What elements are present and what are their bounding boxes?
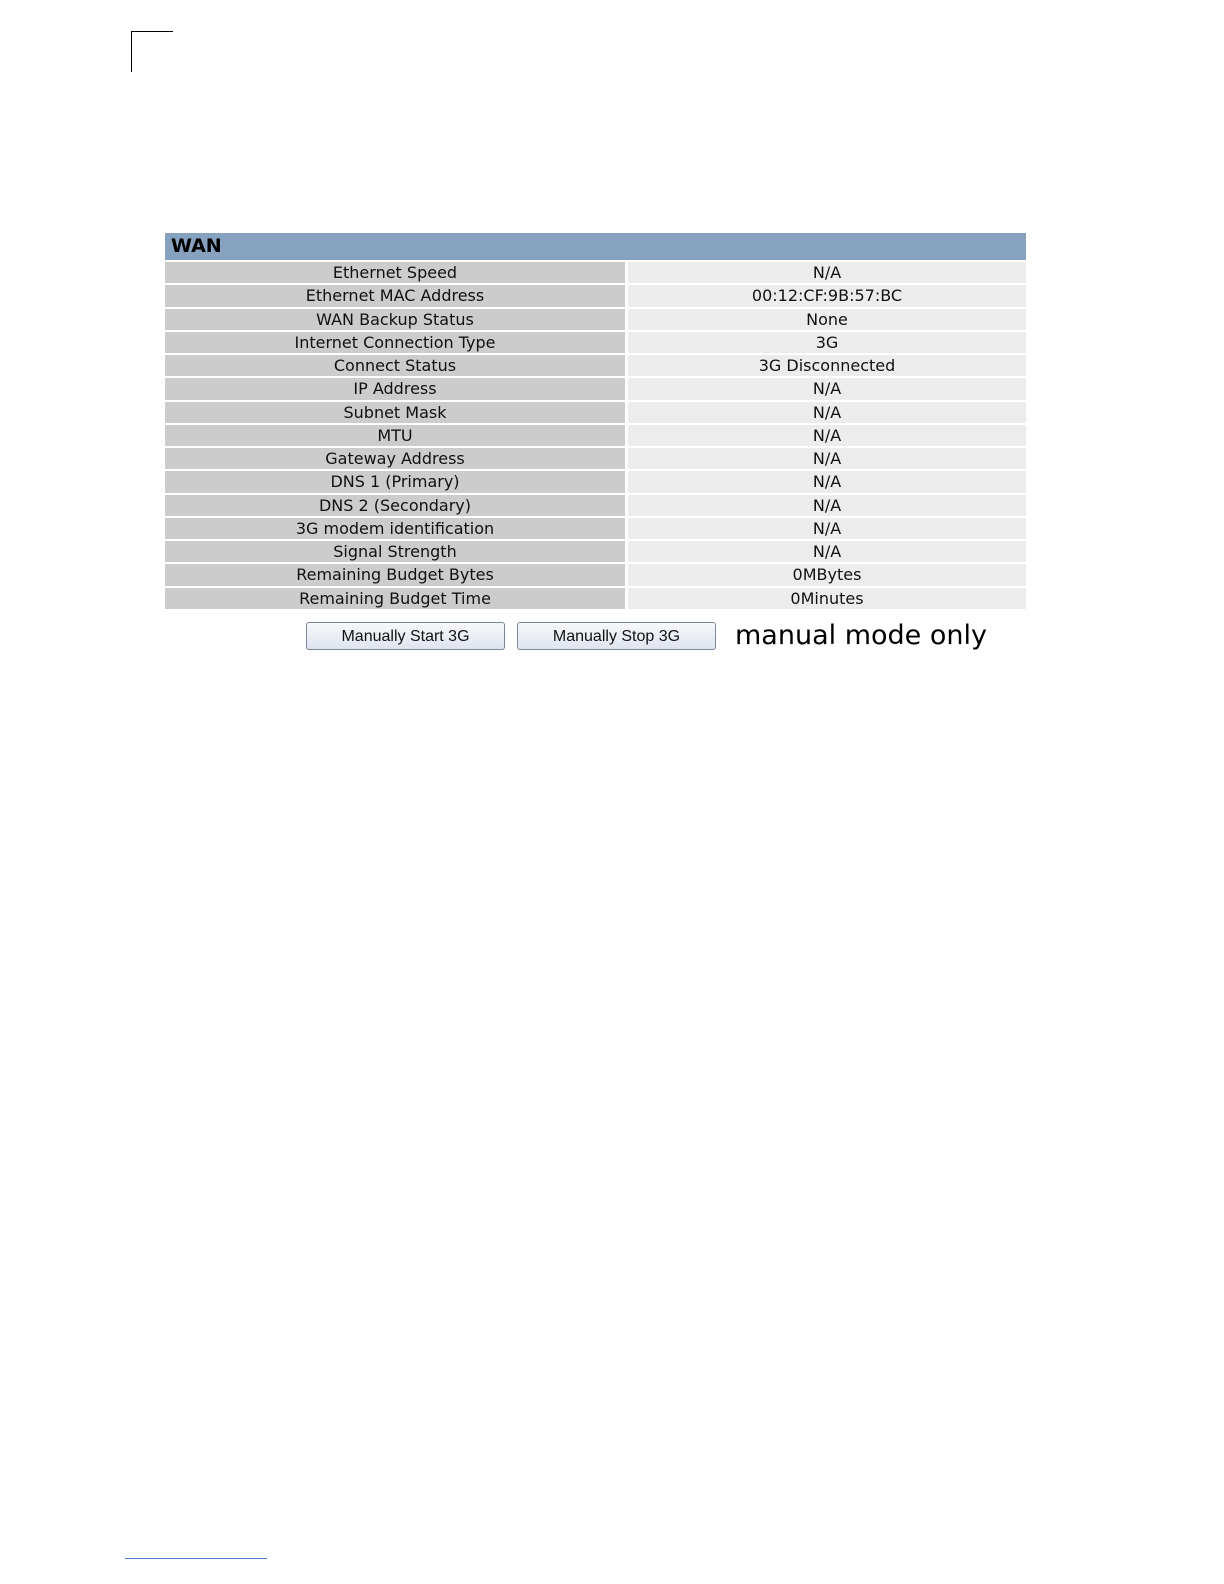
- table-row-3g-modem-id: [165, 516, 1026, 539]
- manual-mode-note: manual mode only: [735, 620, 987, 651]
- row-value: N/A: [628, 262, 1026, 283]
- row-label: WAN Backup Status: [165, 309, 625, 330]
- row-label: Ethernet MAC Address: [165, 285, 625, 306]
- table-row-ethernet-mac: [165, 283, 1026, 306]
- table-row-gateway-address: [165, 446, 1026, 469]
- manually-stop-3g-button[interactable]: Manually Stop 3G: [517, 622, 716, 650]
- row-value: 0Minutes: [628, 588, 1026, 609]
- row-label: IP Address: [165, 378, 625, 399]
- row-value: N/A: [628, 518, 1026, 539]
- row-value: 3G Disconnected: [628, 355, 1026, 376]
- table-row-budget-time: [165, 586, 1026, 609]
- table-row-wan-backup-status: [165, 307, 1026, 330]
- row-value: 3G: [628, 332, 1026, 353]
- row-value: N/A: [628, 471, 1026, 492]
- table-row-connection-type: [165, 330, 1026, 353]
- wan-section-title: WAN: [165, 233, 1026, 260]
- table-row-mtu: [165, 423, 1026, 446]
- wan-status-table: [165, 260, 1026, 609]
- row-label: Internet Connection Type: [165, 332, 625, 353]
- row-value: N/A: [628, 448, 1026, 469]
- row-value: N/A: [628, 378, 1026, 399]
- row-value: N/A: [628, 541, 1026, 562]
- row-label: Gateway Address: [165, 448, 625, 469]
- row-value: N/A: [628, 495, 1026, 516]
- row-value: 0MBytes: [628, 564, 1026, 585]
- row-label: Signal Strength: [165, 541, 625, 562]
- row-label: Remaining Budget Bytes: [165, 564, 625, 585]
- row-label: Subnet Mask: [165, 402, 625, 423]
- row-label: DNS 2 (Secondary): [165, 495, 625, 516]
- row-label: 3G modem identification: [165, 518, 625, 539]
- table-row-ip-address: [165, 376, 1026, 399]
- row-value: N/A: [628, 425, 1026, 446]
- table-row-dns-primary: [165, 469, 1026, 492]
- row-label: Ethernet Speed: [165, 262, 625, 283]
- table-row-signal-strength: [165, 539, 1026, 562]
- table-row-dns-secondary: [165, 493, 1026, 516]
- row-label: DNS 1 (Primary): [165, 471, 625, 492]
- table-row-ethernet-speed: [165, 260, 1026, 283]
- table-row-budget-bytes: [165, 562, 1026, 585]
- row-label: MTU: [165, 425, 625, 446]
- row-label: Connect Status: [165, 355, 625, 376]
- row-value: 00:12:CF:9B:57:BC: [628, 285, 1026, 306]
- row-value: N/A: [628, 402, 1026, 423]
- wan-status-panel: [165, 233, 1026, 609]
- row-label: Remaining Budget Time: [165, 588, 625, 609]
- table-row-connect-status: [165, 353, 1026, 376]
- table-row-subnet-mask: [165, 400, 1026, 423]
- crop-mark-vertical: [131, 31, 132, 72]
- footer-rule: [125, 1558, 267, 1559]
- row-value: None: [628, 309, 1026, 330]
- crop-mark-horizontal: [131, 31, 173, 32]
- manually-start-3g-button[interactable]: Manually Start 3G: [306, 622, 505, 650]
